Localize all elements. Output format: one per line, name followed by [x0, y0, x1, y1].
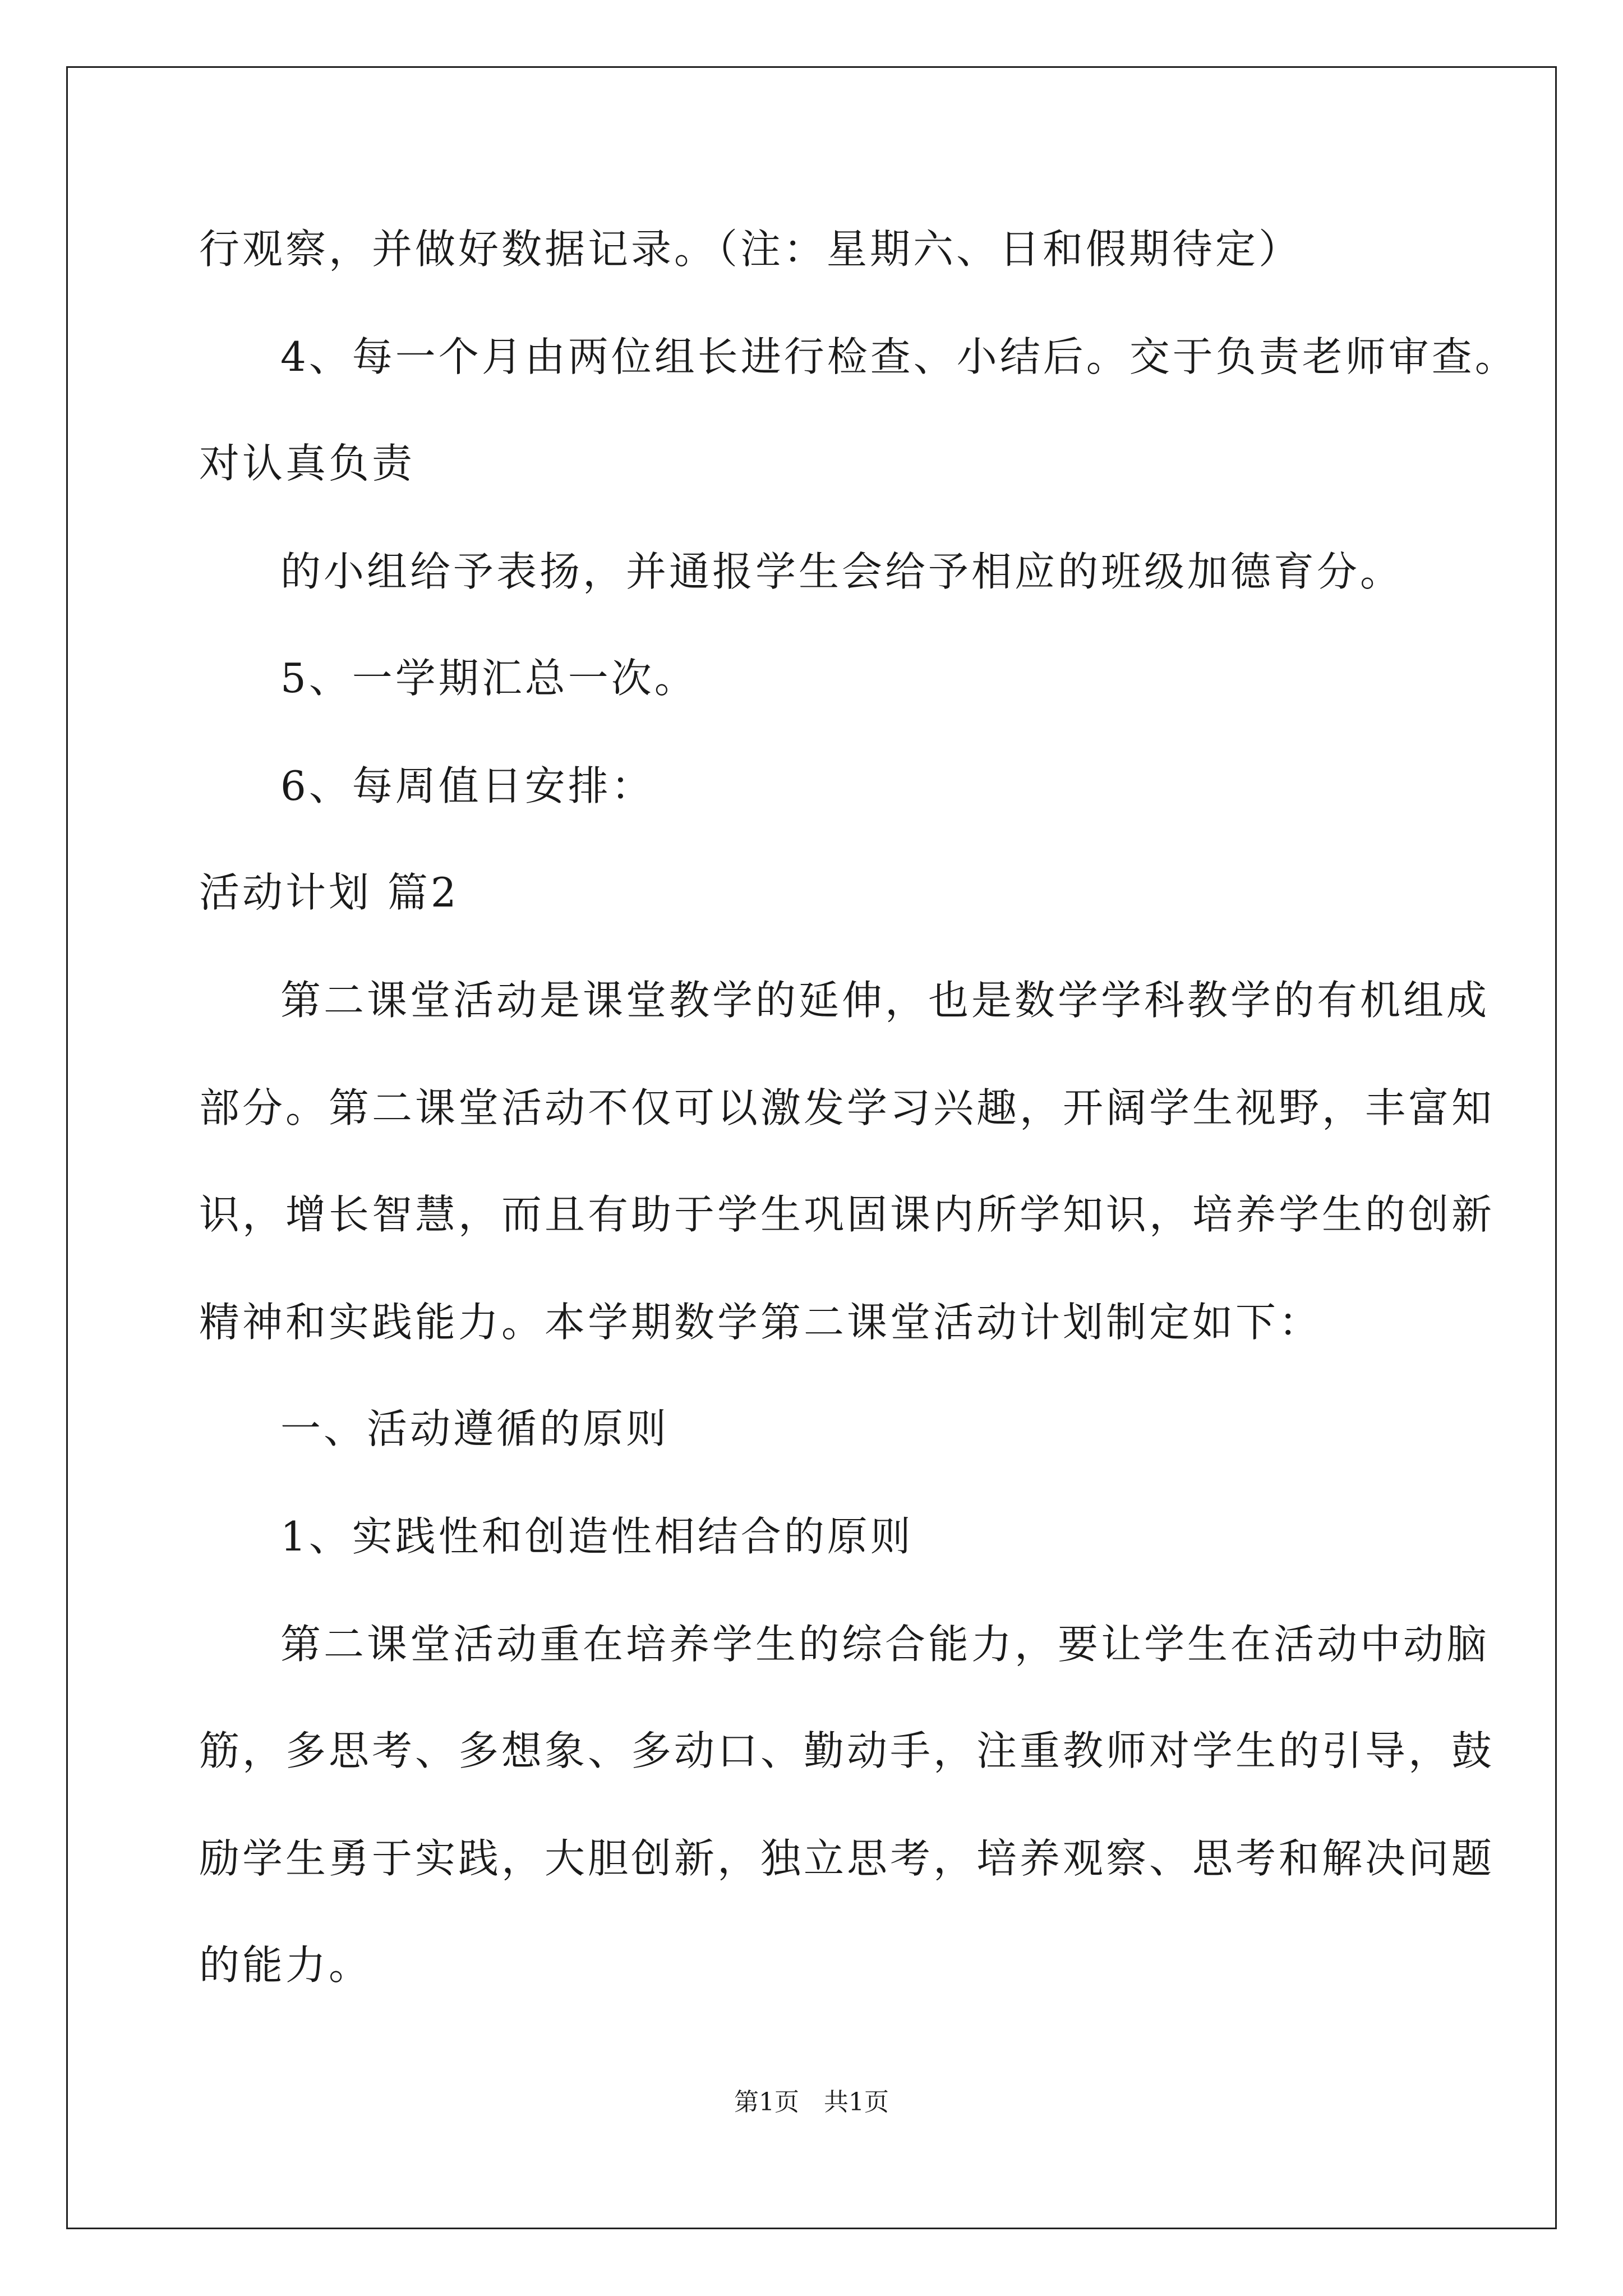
- text-line: 励学生勇于实践，大胆创新，独立思考，培养观察、思考和解决问题: [199, 1835, 1495, 1882]
- text-line: 第二课堂活动是课堂教学的延伸，也是数学学科教学的有机组成: [280, 977, 1490, 1024]
- text-line: 一、活动遵循的原则: [280, 1405, 670, 1452]
- text-line: 4、每一个月由两位组长进行检查、小结后。交于负责老师审查。: [280, 333, 1518, 380]
- text-line: 部分。第二课堂活动不仅可以激发学习兴趣，开阔学生视野，丰富知: [199, 1084, 1495, 1131]
- text-line: 5、一学期汇总一次。: [280, 655, 698, 702]
- text-line: 的小组给予表扬，并通报学生会给予相应的班级加德育分。: [280, 548, 1404, 595]
- text-line: 第二课堂活动重在培养学生的综合能力，要让学生在活动中动脑: [280, 1621, 1490, 1668]
- text-line: 精神和实践能力。本学期数学第二课堂活动计划制定如下：: [199, 1299, 1322, 1346]
- page-footer: 第1页 共1页: [734, 2088, 889, 2116]
- section-heading: 活动计划 篇2: [199, 869, 459, 916]
- text-line: 1、实践性和创造性相结合的原则: [280, 1513, 914, 1560]
- text-line: 对认真负责: [199, 440, 416, 487]
- page-border: [66, 66, 1557, 2229]
- text-line: 6、每周值日安排：: [280, 762, 654, 809]
- text-line: 的能力。: [199, 1941, 372, 1989]
- text-line: 筋，多思考、多想象、多动口、勤动手，注重教师对学生的引导，鼓: [199, 1727, 1495, 1774]
- text-line: 行观察，并做好数据记录。（注：星期六、日和假期待定）: [199, 226, 1302, 273]
- text-line: 识，增长智慧，而且有助于学生巩固课内所学知识，培养学生的创新: [199, 1191, 1495, 1238]
